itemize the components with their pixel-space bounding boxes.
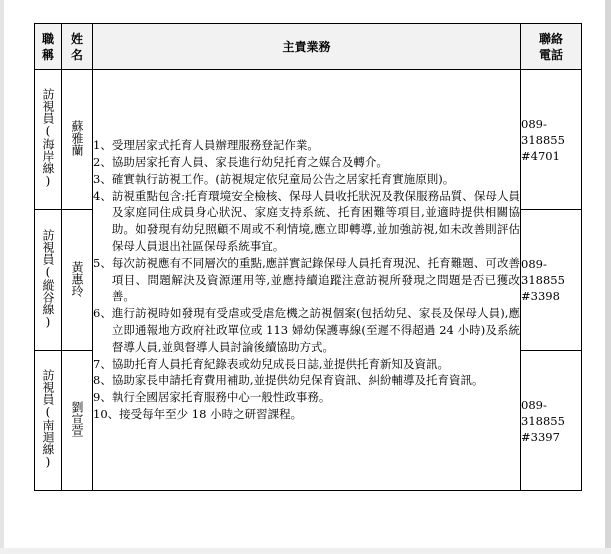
duty-text: 每次訪視應有不同層次的重點,應詳實記錄保母人員托育現況、托育難題、可改善項目、問題解決及資源運用等,並應持續追蹤注意訪視所發現之問題是否已獲改善。 xyxy=(111,255,520,304)
phone-extension: #3398 xyxy=(521,289,560,303)
duty-number: 3、 xyxy=(93,171,112,186)
duty-number: 8、 xyxy=(93,373,112,388)
list-item xyxy=(93,255,520,305)
duty-number: 6、 xyxy=(93,306,112,321)
row-phone-cell xyxy=(521,351,582,491)
duties-cell xyxy=(93,70,521,491)
page-left-edge xyxy=(0,0,4,554)
row-name-cell xyxy=(62,70,93,210)
table-row xyxy=(35,70,582,210)
row-title-cell xyxy=(35,70,62,210)
duty-number: 9、 xyxy=(93,390,112,405)
phone-prefix: 089- xyxy=(521,116,547,131)
list-item xyxy=(93,154,520,171)
duty-text: 接受每年至少 18 小時之研習課程。 xyxy=(119,406,303,421)
row-name-cell xyxy=(62,351,93,491)
header-name xyxy=(62,24,93,70)
list-item xyxy=(93,188,520,255)
list-item xyxy=(93,356,520,373)
row-name: 黃惠玲 xyxy=(70,260,84,297)
duty-text: 協助居家托育人員、家長進行幼兒托育之媒合及轉介。 xyxy=(111,155,388,170)
header-name-text: 姓 名 xyxy=(70,31,83,62)
list-item xyxy=(93,389,520,406)
page-bottom-edge xyxy=(0,548,611,554)
row-title: 訪視員(縱谷線) xyxy=(41,228,55,329)
duty-table xyxy=(34,23,582,491)
duty-number: 10、 xyxy=(93,406,120,421)
row-title: 訪視員(海岸線) xyxy=(41,88,55,188)
duty-text: 受理居家式托育人員辦理服務登記作業。 xyxy=(111,138,319,153)
duty-text: 確實執行訪視工作。(訪視規定依兒童局公告之居家托育實施原則)。 xyxy=(111,171,455,186)
scrollbar-track[interactable] xyxy=(605,0,611,554)
duty-text: 協助家長申請托育費用補助,並提供幼兒保育資訊、糾紛輔導及托育資訊。 xyxy=(111,373,484,388)
list-item xyxy=(93,372,520,389)
list-item xyxy=(93,171,520,188)
row-title: 訪視員(南迴線) xyxy=(41,369,55,469)
duty-number: 5、 xyxy=(93,255,112,270)
phone-number: 318855 xyxy=(521,273,565,287)
duty-number: 7、 xyxy=(93,356,112,371)
row-name-cell xyxy=(62,210,93,351)
phone-number: 318855 xyxy=(521,413,565,428)
duty-text: 執行全國居家托育服務中心一般性政事務。 xyxy=(111,390,331,405)
duty-number: 2、 xyxy=(93,155,112,170)
header-title-text: 職 稱 xyxy=(41,31,54,62)
header-duties: 主責業務 xyxy=(93,24,521,70)
phone-prefix: 089- xyxy=(521,257,547,271)
header-row xyxy=(35,24,582,70)
row-name: 劉宣萱 xyxy=(70,401,84,437)
row-phone-cell xyxy=(521,210,582,351)
duty-text: 訪視重點包含:托育環境安全檢核、保母人員收托狀況及教保服務品質、保母人員及家庭同住成員身心狀況、家庭支持系統、托育困難等項目,並適時提供相關協助。如發現有幼兒照顧不周或不利情境,應立即轉導,並加強訪視,如未改善則評估保母人員退出社區保母系統事宜。 xyxy=(111,188,520,253)
row-title-cell xyxy=(35,351,62,491)
duty-text: 進行訪視時如發現有受虐或受虐危機之訪視個案(包括幼兒、家長及保母人員),應立即通報地方政府社政單位或 113 婦幼保護專線(至遲不得超過 24 小時)及系統督導人員,並與督導人員討論後續協助方式。 xyxy=(111,306,520,354)
phone-extension: #3397 xyxy=(521,429,560,444)
list-item xyxy=(93,305,520,355)
phone-extension: #4701 xyxy=(521,148,560,163)
header-contact-text: 聯絡 電話 xyxy=(538,31,563,62)
phone-prefix: 089- xyxy=(521,397,547,412)
duty-list xyxy=(93,137,520,423)
list-item xyxy=(93,406,520,423)
duty-number: 4、 xyxy=(93,188,112,203)
header-title xyxy=(35,24,62,70)
row-phone-cell xyxy=(521,70,582,210)
duty-number: 1、 xyxy=(93,138,112,153)
row-title-cell xyxy=(35,210,62,351)
list-item xyxy=(93,137,520,154)
duty-text: 協助托育人員托育紀錄表或幼兒成長日誌,並提供托育新知及資訊。 xyxy=(111,356,449,371)
phone-number: 318855 xyxy=(521,132,565,147)
header-contact xyxy=(521,24,582,70)
row-name: 蘇雅蘭 xyxy=(70,120,84,156)
